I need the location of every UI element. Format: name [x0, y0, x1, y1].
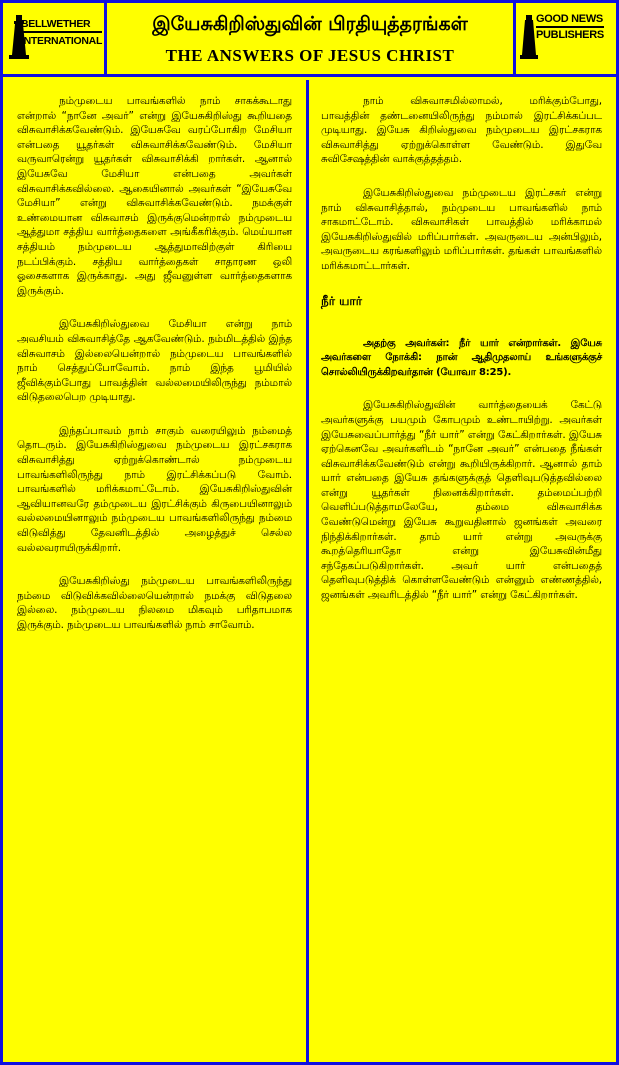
- good-news-publishers-logo: [513, 3, 616, 74]
- right-paragraph-1: நாம் விசுவாசமில்லாமல், மரிக்கும்போது, பாவத்தின் தண்டனையிலிருந்து நம்மால் இரட்சிக்கப்பட முடியாது. இயேசு கிறிஸ்துவை நம்முடைய இரட்சகராக விசுவாசித்து ஏற்றுக்கொள்ள வேண்டும். இதுவே சுவிசேஷத்தின் வாக்குத்தத்தம்.: [321, 95, 602, 166]
- good-news-logo-line1: GOOD NEWS: [536, 13, 603, 25]
- bellwether-logo-text: [21, 17, 102, 48]
- title-block: [110, 3, 510, 74]
- bellwether-logo-line2: INTERNATIONAL: [21, 31, 102, 48]
- right-paragraph-3: இயேசுகிறிஸ்துவின் வார்த்தையைக் கேட்டு அவர்களுக்கு பயமும் கோபமும் உண்டாயிற்று. அவர்கள் இயேசுவைப்பார்த்து “நீர் யார்” என்று கேட்கிறார்கள். இயேசு ஏற்கெனவே அவர்களிடம் “நானே அவர்” என்பதை நீங்கள் விசுவாசிக்கவேண்டும் என்று கூறியிருக்கிறார். ஆனால் தாம் யார் என்பதை இயேசு தங்களுக்குத் தெளிவுபடுத்தவில்லை என்று யூதர்கள் நினைக்கிறார்கள். தம்மைப்பற்றி வெளிப்படுத்தாமலேயே, தம்மை விசுவாசிக்க வேண்டுமென்று இயேசு கூறுவதினால் ஜனங்கள் அவரை நிந்திக்கிறார்கள். தாம் யார் என்று அவருக்கு கூறத்தெரியாதோ என்று இயேசுவின்மீது சந்தேகப்படுகிறார்கள். அவர் யார் என்பதைத் தெளிவுபடுத்திக் கொள்ளவேண்டும் என்னும் எண்ணத்தில், ஜனங்கள் அவரிடத்தில் “நீர் யார்” என்று கேட்கிறார்கள்.: [321, 399, 602, 602]
- left-paragraph-4: இயேசுகிறிஸ்து நம்முடைய பாவங்களிலிருந்து நம்மை விடுவிக்கவில்லையென்றால் நமக்கு விடுதலை இல்லை. நம்முடைய நிலமை மிகவும் பரிதாபமாக இருக்கும். நம்முடைய பாவங்களில் நாம் சாவோம்.: [17, 575, 292, 631]
- good-news-logo-text: [536, 13, 604, 42]
- bellwether-logo: [3, 3, 107, 74]
- right-column: [309, 80, 616, 1062]
- left-paragraph-3: இந்தப்பாவம் நாம் சாகும் வரையிலும் நம்மைத் தொடரும். இயேசுகிறிஸ்துவை நம்முடைய இரட்சகராக விசுவாசித்து ஏற்றுக்கொண்டால் நம்முடைய பாவங்களிலிருந்து நாம் இரட்சிக்கப்படு வோம். பாவங்களில் மரிக்கமாட்டோம். இயேசுகிறிஸ்துவின் ஆவியானவரே தம்முடைய இரட்சிக்கும் கிருபையினாலும் வல்லமையினாலும் நம்முடைய பாவங்களிலிருந்து நம்மை விடுவித்து தேவனிடத்தில் அழைத்துச் செல்ல வல்லவராயிருக்கிறார்.: [17, 424, 292, 554]
- scripture-quote: அதற்கு அவர்கள்: நீர் யார் என்றார்கள். இயேசு அவர்களை நோக்கி: நான் ஆதிமுதலாய் உங்களுக்குச் சொல்லியிருக்கிறவர்தான் (யோவா 8:25).: [321, 337, 602, 378]
- section-heading: நீர் யார்: [321, 293, 362, 308]
- bellwether-logo-line1: BELLWETHER: [21, 18, 91, 30]
- left-column: [3, 80, 309, 1062]
- good-news-logo-line2: PUBLISHERS: [536, 26, 604, 42]
- left-paragraph-1: நம்முடைய பாவங்களில் நாம் சாகக்கூடாது என்றால் “நானே அவர்” என்று இயேசுகிறிஸ்து கூறியதை விசுவாசிக்கவேண்டும். இயேசுவே வரப்போகிற மேசியா என்பதை யூதர்கள் விசுவாசிக்கவேண்டும். மேசியா வருவாரென்று யூதர்கள் விசுவாசிக்கி றார்கள். ஆனால் இயேசுவே மேசியா என்பதை அவர்கள் விசுவாசிக்கவில்லை. ஆகையினால் அவர்கள் “இயேசுவே மேசியா” என்று விசுவாசிக்கவேண்டும். நமக்குள் உண்மையான விசுவாசம் இருக்குமென்றால் நம்முடைய ஆத்துமா சத்திய வார்த்தைகளை அங்கீகரிக்கும். மெய்யான சத்தியம் நம்முடைய ஆத்துமாவிற்குள் கிரியை நடப்பிக்கும். சத்திய வார்த்தைகள் சாதாரண ஒலி ஓசைகளாக இருக்காது. அது ஜீவனுள்ள வார்த்தைகளாக இருக்கும்.: [17, 95, 292, 297]
- page-title-english: THE ANSWERS OF JESUS CHRIST: [165, 46, 455, 65]
- header: [3, 3, 616, 77]
- right-paragraph-2: இயேசுகிறிஸ்துவை நம்முடைய இரட்சகர் என்று நாம் விசுவாசித்தால், நம்முடைய பாவங்களில் நாம் சாகமாட்டோம். விசுவாசிகள் பாவத்தில் மரிக்காமல் இயேசுகிறிஸ்துவில் மரிப்பார்கள். அவருடைய அன்பிலும், அவருடைய கரங்களிலும் மரிப்பார்கள். தங்கள் பாவங்களில் மரிக்கமாட்டார்கள்.: [321, 186, 602, 272]
- left-paragraph-2: இயேசுகிறிஸ்துவை மேசியா என்று நாம் அவசியம் விசுவாசித்தே ஆகவேண்டும். நம்மிடத்தில் இந்த விசுவாசம் இல்லையென்றால் நம்முடைய பாவங்களில் நாம் செத்துப்போவோம். நாம் இந்த பூமியில் ஜீவிக்கும்போது பாவத்தின் வல்லமையிலிருந்து நம்மால் விடுதலைபெற முடியாது.: [17, 318, 292, 404]
- page-title-tamil: இயேசுகிறிஸ்துவின் பிரதியுத்தரங்கள்: [152, 13, 468, 35]
